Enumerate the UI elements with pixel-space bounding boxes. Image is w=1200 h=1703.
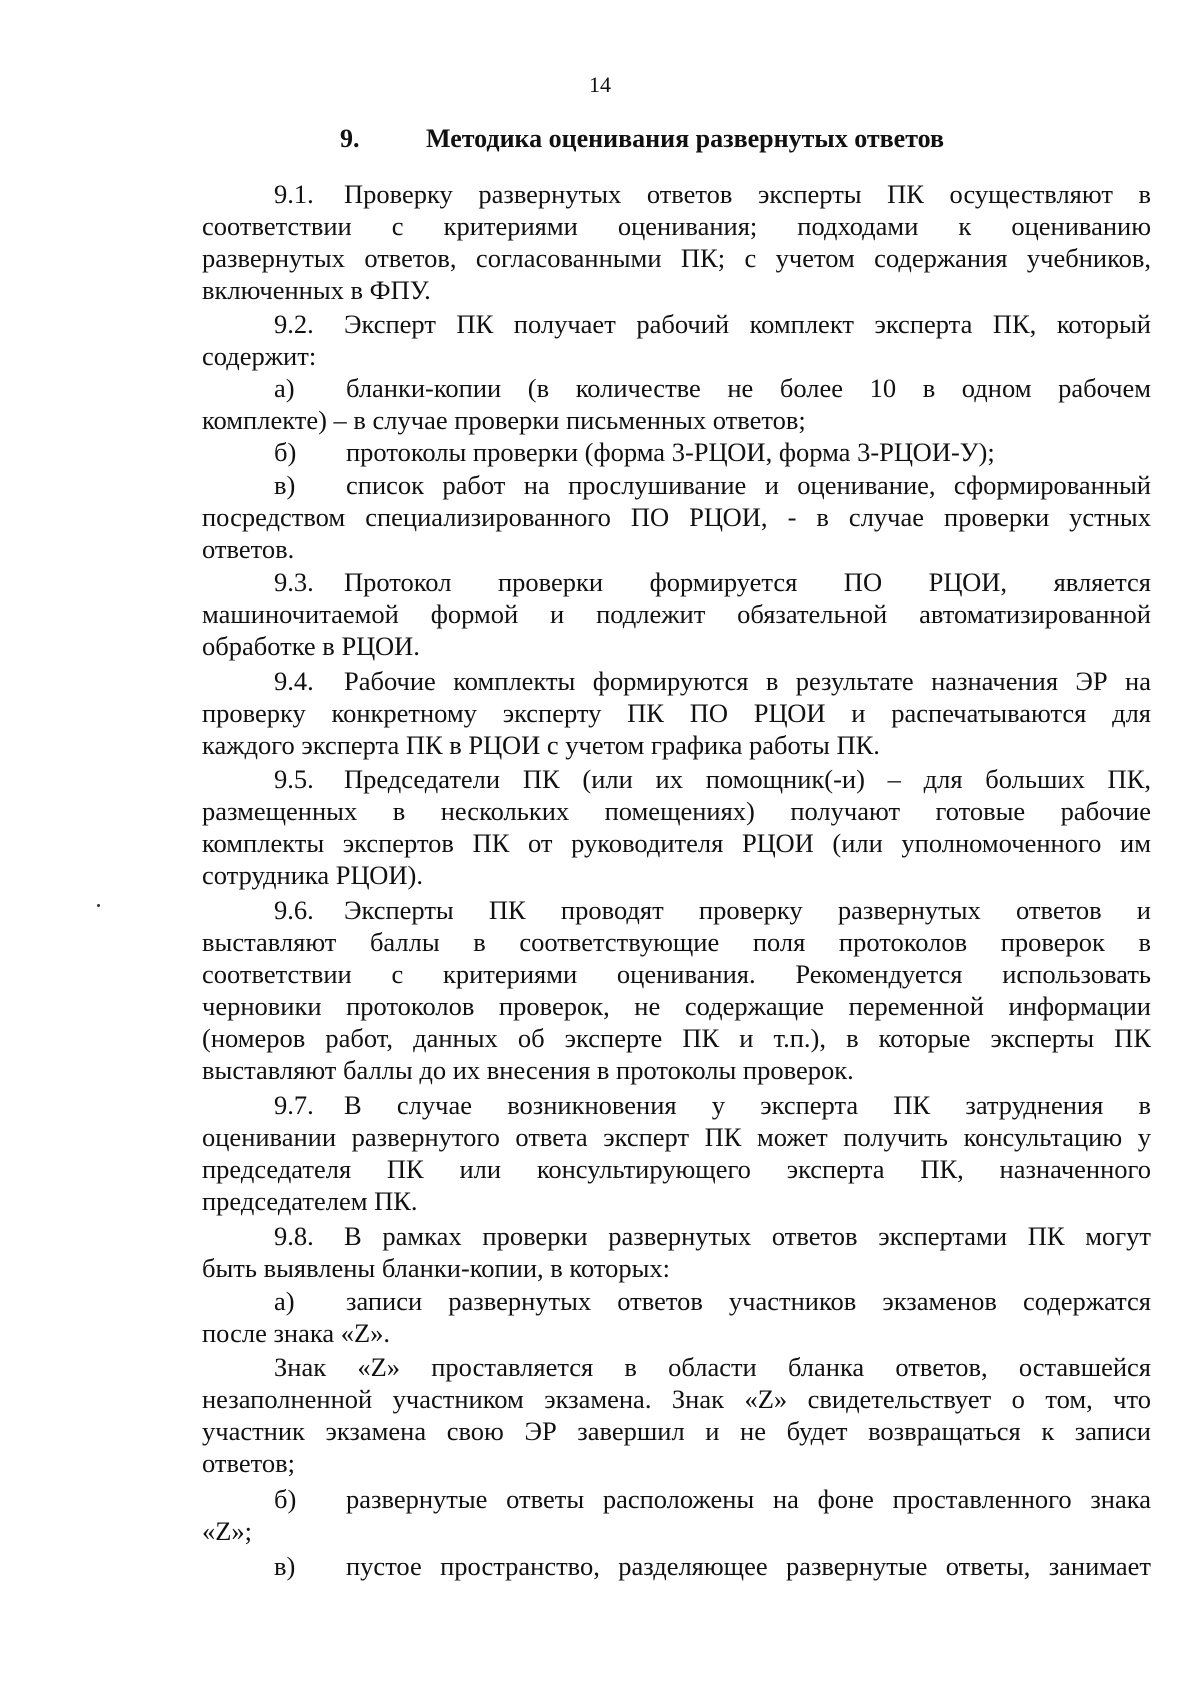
list-label: а) bbox=[274, 1286, 295, 1316]
section-number: 9. bbox=[340, 124, 360, 153]
paragraph-9-8-line-2: быть выявлены бланки-копии, в которых: bbox=[202, 1253, 671, 1283]
paragraph-text: Рабочие комплекты формируются в результате назначения ЭР на bbox=[344, 666, 1151, 696]
list-item-a2-line-2: после знака «Z». bbox=[202, 1318, 391, 1348]
paragraph-9-7-line-4: председателем ПК. bbox=[202, 1186, 418, 1216]
section-heading bbox=[340, 123, 944, 155]
paragraph-9-5-line-2: размещенных в нескольких помещениях) получают готовые рабочие bbox=[202, 796, 1151, 826]
paragraph-9-7-line-2: оценивании развернутого ответа эксперт ПК может получить консультацию у bbox=[202, 1122, 1151, 1152]
list-item-b2-line-1 bbox=[274, 1483, 1151, 1515]
paragraph-9-7-line-3: председателя ПК или консультирующего эксперта ПК, назначенного bbox=[202, 1154, 1151, 1184]
paragraph-9-1-line-3: развернутых ответов, согласованными ПК; с учетом содержания учебников, bbox=[202, 243, 1151, 273]
list-label: а) bbox=[274, 373, 295, 403]
paragraph-9-6-line-6: выставляют баллы до их внесения в протоколы проверок. bbox=[202, 1055, 854, 1085]
paragraph-9-4-line-2: проверку конкретному эксперту ПК ПО РЦОИ и распечатываются для bbox=[202, 698, 1151, 728]
paragraph-9-4-line-1 bbox=[274, 665, 1151, 697]
paragraph-9-1-line-1 bbox=[274, 178, 1151, 210]
paragraph-9-6-line-3: соответствии с критериями оценивания. Рекомендуется использовать bbox=[202, 959, 1151, 989]
list-label: б) bbox=[274, 437, 297, 467]
z-paragraph-line-3: участник экзамена свою ЭР завершил и не будет возвращаться к записи bbox=[202, 1416, 1151, 1446]
page-number: 14 bbox=[589, 72, 611, 97]
paragraph-text: Эксперты ПК проводят проверку развернутых ответов и bbox=[344, 895, 1151, 925]
paragraph-text: Председатели ПК (или их помощник(-и) – для больших ПК, bbox=[344, 764, 1151, 794]
paragraph-9-6-line-1 bbox=[274, 894, 1151, 926]
paragraph-label: 9.7. bbox=[274, 1090, 314, 1120]
paragraph-text: В рамках проверки развернутых ответов экспертами ПК могут bbox=[344, 1221, 1151, 1251]
paragraph-9-2-line-1 bbox=[274, 308, 1151, 340]
paragraph-text: Протокол проверки формируется ПО РЦОИ, является bbox=[344, 567, 1151, 597]
list-text: протоколы проверки (форма 3-РЦОИ, форма 3-РЦОИ-У); bbox=[346, 437, 995, 467]
paragraph-9-5-line-1 bbox=[274, 763, 1151, 795]
paragraph-label: 9.2. bbox=[274, 309, 314, 339]
list-item-v2-line-1 bbox=[274, 1550, 1151, 1582]
list-text: бланки-копии (в количестве не более 10 в одном рабочем bbox=[346, 373, 1151, 403]
paragraph-text: В случае возникновения у эксперта ПК затруднения в bbox=[344, 1090, 1151, 1120]
paragraph-9-5-line-3: комплекты экспертов ПК от руководителя РЦОИ (или уполномоченного им bbox=[202, 828, 1151, 858]
paragraph-9-6-line-2: выставляют баллы в соответствующие поля протоколов проверок в bbox=[202, 927, 1151, 957]
paragraph-9-6-line-5: (номеров работ, данных об эксперте ПК и т.п.), в которые эксперты ПК bbox=[202, 1023, 1151, 1053]
paragraph-9-1-line-2: соответствии с критериями оценивания; подходами к оцениванию bbox=[202, 211, 1151, 241]
list-item-a-line-2: комплекте) – в случае проверки письменных ответов; bbox=[202, 405, 806, 435]
paragraph-9-7-line-1 bbox=[274, 1089, 1151, 1121]
list-text: развернутые ответы расположены на фоне проставленного знака bbox=[346, 1484, 1151, 1514]
list-item-a-line-1 bbox=[274, 372, 1151, 404]
paragraph-label: 9.1. bbox=[274, 179, 314, 209]
paragraph-9-6-line-4: черновики протоколов проверок, не содержащие переменной информации bbox=[202, 991, 1151, 1021]
paragraph-9-5-line-4: сотрудника РЦОИ). bbox=[202, 860, 424, 890]
list-item-v-line-3: ответов. bbox=[202, 534, 295, 564]
paragraph-9-4-line-3: каждого эксперта ПК в РЦОИ с учетом графика работы ПК. bbox=[202, 730, 880, 760]
paragraph-9-1-line-4: включенных в ФПУ. bbox=[202, 275, 431, 305]
paragraph-9-3-line-3: обработке в РЦОИ. bbox=[202, 631, 420, 661]
stray-mark bbox=[97, 904, 100, 907]
paragraph-label: 9.8. bbox=[274, 1221, 314, 1251]
z-paragraph-line-2: незаполненной участником экзамена. Знак «Z» свидетельствует о том, что bbox=[202, 1384, 1151, 1414]
paragraph-label: 9.3. bbox=[274, 567, 314, 597]
paragraph-text: Эксперт ПК получает рабочий комплект эксперта ПК, который bbox=[344, 309, 1151, 339]
paragraph-label: 9.6. bbox=[274, 895, 314, 925]
paragraph-label: 9.5. bbox=[274, 764, 314, 794]
list-label: б) bbox=[274, 1484, 297, 1514]
list-text: записи развернутых ответов участников экзаменов содержатся bbox=[346, 1286, 1151, 1316]
paragraph-9-3-line-1 bbox=[274, 566, 1151, 598]
z-paragraph-line-4: ответов; bbox=[202, 1448, 295, 1478]
list-label: в) bbox=[274, 470, 296, 500]
z-paragraph-line-1: Знак «Z» проставляется в области бланка ответов, оставшейся bbox=[274, 1352, 1151, 1382]
list-item-a2-line-1 bbox=[274, 1285, 1151, 1317]
list-item-v-line-2: посредством специализированного ПО РЦОИ, - в случае проверки устных bbox=[202, 502, 1151, 532]
list-label: в) bbox=[274, 1551, 296, 1581]
paragraph-label: 9.4. bbox=[274, 666, 314, 696]
list-text: список работ на прослушивание и оценивание, сформированный bbox=[346, 470, 1151, 500]
paragraph-text: Проверку развернутых ответов эксперты ПК осуществляют в bbox=[344, 179, 1151, 209]
paragraph-9-3-line-2: машиночитаемой формой и подлежит обязательной автоматизированной bbox=[202, 599, 1151, 629]
paragraph-9-8-line-1 bbox=[274, 1220, 1151, 1252]
list-item-b-line-1 bbox=[274, 436, 1151, 468]
list-item-b2-line-2: «Z»; bbox=[202, 1516, 253, 1546]
list-item-v-line-1 bbox=[274, 469, 1151, 501]
list-text: пустое пространство, разделяющее развернутые ответы, занимает bbox=[346, 1551, 1151, 1581]
section-title: Методика оценивания развернутых ответов bbox=[426, 124, 945, 153]
paragraph-9-2-line-2: содержит: bbox=[202, 341, 317, 371]
